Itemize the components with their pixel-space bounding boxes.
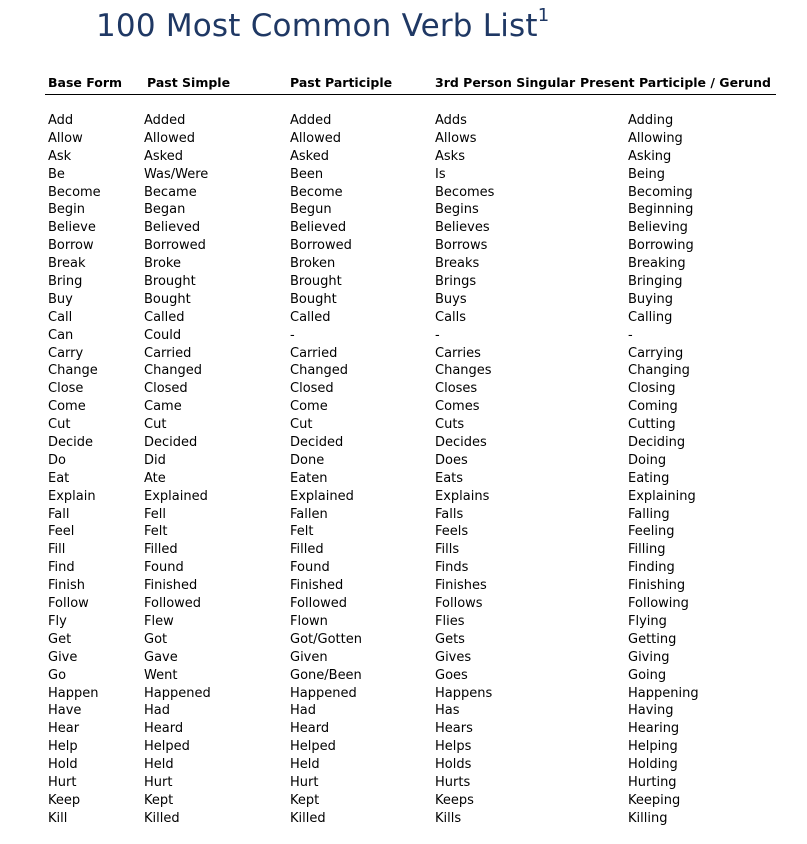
cell-third-person: Becomes [435,184,495,200]
cell-past-simple: Did [144,452,166,468]
cell-gerund: Breaking [628,256,686,272]
cell-past-participle: Been [290,166,324,182]
cell-third-person: Breaks [435,256,480,272]
table-row [0,596,807,614]
cell-past-participle: Explained [290,488,354,504]
table-row [0,346,807,364]
cell-gerund: Carrying [628,345,684,361]
table-row [0,256,807,274]
cell-past-simple: Cut [144,417,167,433]
cell-third-person: Gets [435,631,465,647]
cell-past-participle: Hurt [290,774,319,790]
table-row [0,507,807,525]
cell-third-person: Follows [435,596,483,612]
table-row [0,542,807,560]
cell-base-form: Help [48,739,78,755]
cell-base-form: Hear [48,721,80,737]
table-row [0,238,807,256]
table-row [0,739,807,757]
cell-gerund: - [628,327,633,343]
cell-gerund: Bringing [628,274,683,290]
cell-past-participle: Become [290,184,343,200]
cell-past-participle: Believed [290,220,347,236]
cell-base-form: Allow [48,130,83,146]
page-title [96,4,550,44]
cell-gerund: Eating [628,470,670,486]
cell-past-simple: Went [144,667,178,683]
cell-past-participle: Held [290,757,320,773]
cell-past-participle: Had [290,703,316,719]
cell-gerund: Finding [628,560,675,576]
cell-past-simple: Bought [144,291,191,307]
cell-past-participle: Called [290,309,331,325]
table-row [0,811,807,829]
cell-past-participle: Decided [290,435,344,451]
cell-past-simple: Flew [144,613,174,629]
cell-third-person: Has [435,703,460,719]
cell-base-form: Close [48,381,84,397]
cell-third-person: Hurts [435,774,471,790]
cell-third-person: Decides [435,435,487,451]
cell-past-simple: Killed [144,810,180,826]
cell-base-form: Cut [48,417,71,433]
cell-past-simple: Believed [144,220,201,236]
cell-third-person: Buys [435,291,467,307]
cell-past-participle: Gone/Been [290,667,362,683]
cell-third-person: Helps [435,739,472,755]
table-row [0,131,807,149]
cell-past-participle: Felt [290,524,314,540]
cell-past-simple: Heard [144,721,184,737]
cell-past-simple: Explained [144,488,208,504]
cell-past-simple: Found [144,560,184,576]
cell-gerund: Helping [628,739,678,755]
cell-base-form: Find [48,560,75,576]
table-row [0,793,807,811]
cell-third-person: Keeps [435,792,474,808]
cell-past-participle: Helped [290,739,336,755]
cell-gerund: Keeping [628,792,681,808]
cell-third-person: Allows [435,130,477,146]
cell-gerund: Being [628,166,666,182]
cell-past-simple: Had [144,703,170,719]
cell-base-form: Become [48,184,101,200]
cell-gerund: Allowing [628,130,683,146]
cell-past-participle: Killed [290,810,326,826]
cell-third-person: Carries [435,345,481,361]
cell-base-form: Believe [48,220,96,236]
cell-base-form: Give [48,649,78,665]
cell-gerund: Doing [628,452,667,468]
cell-past-participle: Found [290,560,330,576]
cell-past-participle: Changed [290,363,349,379]
cell-past-simple: Filled [144,542,178,558]
cell-past-participle: Brought [290,274,342,290]
cell-gerund: Adding [628,113,674,128]
cell-past-participle: Done [290,452,325,468]
cell-past-participle: Begun [290,202,332,218]
cell-base-form: Hurt [48,774,77,790]
cell-past-simple: Became [144,184,197,200]
cell-gerund: Borrowing [628,238,694,254]
title-text: 100 Most Common Verb List [96,8,538,44]
cell-third-person: Falls [435,506,464,522]
cell-base-form: Happen [48,685,99,701]
cell-base-form: Bring [48,274,83,290]
cell-base-form: Fall [48,506,70,522]
table-row [0,310,807,328]
header-past-simple: Past Simple [147,75,231,90]
cell-past-participle: Cut [290,417,313,433]
cell-base-form: Ask [48,148,72,164]
table-row [0,220,807,238]
cell-third-person: Hears [435,721,473,737]
cell-gerund: Becoming [628,184,693,200]
cell-gerund: Falling [628,506,670,522]
table-row [0,185,807,203]
header-3rd-person-singular: 3rd Person Singular [435,75,576,90]
cell-past-participle: Kept [290,792,320,808]
table-row [0,453,807,471]
cell-gerund: Explaining [628,488,696,504]
cell-base-form: Come [48,399,86,415]
cell-past-simple: Closed [144,381,188,397]
cell-base-form: Feel [48,524,75,540]
cell-past-simple: Finished [144,578,198,594]
cell-past-participle: - [290,327,295,343]
cell-past-participle: Bought [290,291,337,307]
header-present-participle: Present Participle / Gerund [580,75,771,90]
cell-gerund: Buying [628,291,673,307]
table-row [0,721,807,739]
cell-gerund: Feeling [628,524,675,540]
cell-third-person: Borrows [435,238,488,254]
cell-third-person: Asks [435,148,465,164]
cell-past-simple: Hurt [144,774,173,790]
cell-base-form: Kill [48,810,68,826]
cell-past-participle: Given [290,649,328,665]
table-row [0,757,807,775]
cell-base-form: Fill [48,542,66,558]
cell-past-simple: Broke [144,256,181,272]
cell-past-simple: Got [144,631,168,647]
table-row [0,363,807,381]
table-row [0,292,807,310]
cell-gerund: Holding [628,757,678,773]
table-row [0,614,807,632]
cell-gerund: Closing [628,381,676,397]
cell-past-simple: Called [144,309,185,325]
cell-third-person: Flies [435,613,465,629]
cell-gerund: Deciding [628,435,686,451]
cell-past-participle: Heard [290,721,330,737]
cell-gerund: Changing [628,363,690,379]
header-divider [45,94,776,95]
cell-past-simple: Changed [144,363,203,379]
cell-third-person: Changes [435,363,492,379]
cell-gerund: Filling [628,542,666,558]
cell-base-form: Buy [48,291,73,307]
cell-past-simple: Happened [144,685,211,701]
cell-third-person: Holds [435,757,472,773]
cell-gerund: Killing [628,810,668,826]
cell-past-simple: Borrowed [144,238,206,254]
footnote-marker: 1 [537,4,550,26]
table-row [0,632,807,650]
cell-past-participle: Asked [290,148,329,164]
table-row [0,113,807,131]
cell-past-participle: Flown [290,613,328,629]
cell-base-form: Finish [48,578,86,594]
table-row [0,524,807,542]
header-base-form: Base Form [48,75,123,90]
header-past-participle: Past Participle [290,75,393,90]
cell-past-simple: Ate [144,470,166,486]
table-row [0,399,807,417]
cell-gerund: Asking [628,148,672,164]
cell-third-person: Eats [435,470,464,486]
table-row [0,435,807,453]
cell-past-participle: Got/Gotten [290,631,362,647]
cell-gerund: Happening [628,685,699,701]
table-row [0,381,807,399]
cell-past-simple: Decided [144,435,198,451]
table-row [0,560,807,578]
cell-past-simple: Asked [144,148,183,164]
cell-base-form: Have [48,703,82,719]
cell-past-participle: Borrowed [290,238,352,254]
table-row [0,489,807,507]
cell-past-simple: Held [144,757,174,773]
table-row [0,578,807,596]
cell-past-simple: Added [144,113,186,128]
cell-past-participle: Closed [290,381,334,397]
cell-gerund: Following [628,596,689,612]
cell-gerund: Finishing [628,578,686,594]
table-row [0,668,807,686]
cell-base-form: Hold [48,757,78,773]
cell-third-person: Kills [435,810,462,826]
cell-past-participle: Followed [290,596,348,612]
cell-past-participle: Fallen [290,506,328,522]
cell-third-person: Calls [435,309,467,325]
cell-past-simple: Was/Were [144,166,209,182]
verb-table-body [0,113,807,829]
cell-base-form: Keep [48,792,81,808]
cell-past-simple: Kept [144,792,174,808]
table-header [0,75,807,93]
table-row [0,703,807,721]
cell-third-person: Gives [435,649,472,665]
cell-past-participle: Allowed [290,130,341,146]
cell-past-participle: Happened [290,685,357,701]
cell-base-form: Fly [48,613,67,629]
cell-third-person: Does [435,452,468,468]
cell-past-participle: Eaten [290,470,328,486]
cell-third-person: Brings [435,274,477,290]
cell-base-form: Add [48,113,74,128]
cell-past-simple: Began [144,202,186,218]
cell-third-person: Goes [435,667,468,683]
cell-third-person: Fills [435,542,460,558]
table-row [0,417,807,435]
cell-base-form: Call [48,309,73,325]
cell-past-participle: Carried [290,345,338,361]
cell-gerund: Having [628,703,674,719]
cell-past-simple: Could [144,327,182,343]
cell-base-form: Decide [48,435,94,451]
cell-gerund: Hearing [628,721,680,737]
cell-third-person: Closes [435,381,478,397]
table-row [0,202,807,220]
cell-past-simple: Allowed [144,130,195,146]
cell-past-simple: Felt [144,524,168,540]
cell-gerund: Getting [628,631,677,647]
cell-base-form: Follow [48,596,89,612]
cell-base-form: Change [48,363,98,379]
cell-past-participle: Broken [290,256,336,272]
cell-base-form: Can [48,327,74,343]
cell-third-person: Feels [435,524,469,540]
cell-gerund: Going [628,667,667,683]
cell-base-form: Eat [48,470,70,486]
cell-third-person: Cuts [435,417,465,433]
table-row [0,650,807,668]
table-row [0,274,807,292]
cell-third-person: Believes [435,220,490,236]
cell-past-simple: Carried [144,345,192,361]
cell-gerund: Cutting [628,417,676,433]
cell-third-person: Begins [435,202,479,218]
cell-past-simple: Followed [144,596,202,612]
cell-gerund: Believing [628,220,688,236]
cell-base-form: Go [48,667,67,683]
cell-gerund: Giving [628,649,670,665]
cell-base-form: Break [48,256,86,272]
cell-past-simple: Helped [144,739,190,755]
cell-third-person: Explains [435,488,490,504]
cell-past-simple: Fell [144,506,166,522]
cell-third-person: Finds [435,560,469,576]
table-row [0,686,807,704]
cell-past-simple: Brought [144,274,196,290]
cell-gerund: Hurting [628,774,677,790]
cell-base-form: Get [48,631,72,647]
cell-past-participle: Added [290,113,332,128]
table-row [0,149,807,167]
cell-base-form: Be [48,166,65,182]
cell-base-form: Do [48,452,66,468]
cell-past-participle: Come [290,399,328,415]
cell-third-person: Is [435,166,446,182]
table-row [0,471,807,489]
cell-gerund: Flying [628,613,667,629]
cell-gerund: Beginning [628,202,694,218]
cell-third-person: Finishes [435,578,487,594]
cell-third-person: - [435,327,440,343]
cell-third-person: Adds [435,113,467,128]
table-row [0,167,807,185]
cell-past-simple: Gave [144,649,178,665]
cell-base-form: Explain [48,488,96,504]
cell-gerund: Coming [628,399,678,415]
cell-base-form: Begin [48,202,86,218]
table-row [0,328,807,346]
cell-past-simple: Came [144,399,182,415]
cell-base-form: Carry [48,345,84,361]
cell-past-participle: Finished [290,578,344,594]
cell-third-person: Comes [435,399,480,415]
table-row [0,775,807,793]
cell-gerund: Calling [628,309,673,325]
cell-past-participle: Filled [290,542,324,558]
cell-base-form: Borrow [48,238,94,254]
cell-third-person: Happens [435,685,493,701]
